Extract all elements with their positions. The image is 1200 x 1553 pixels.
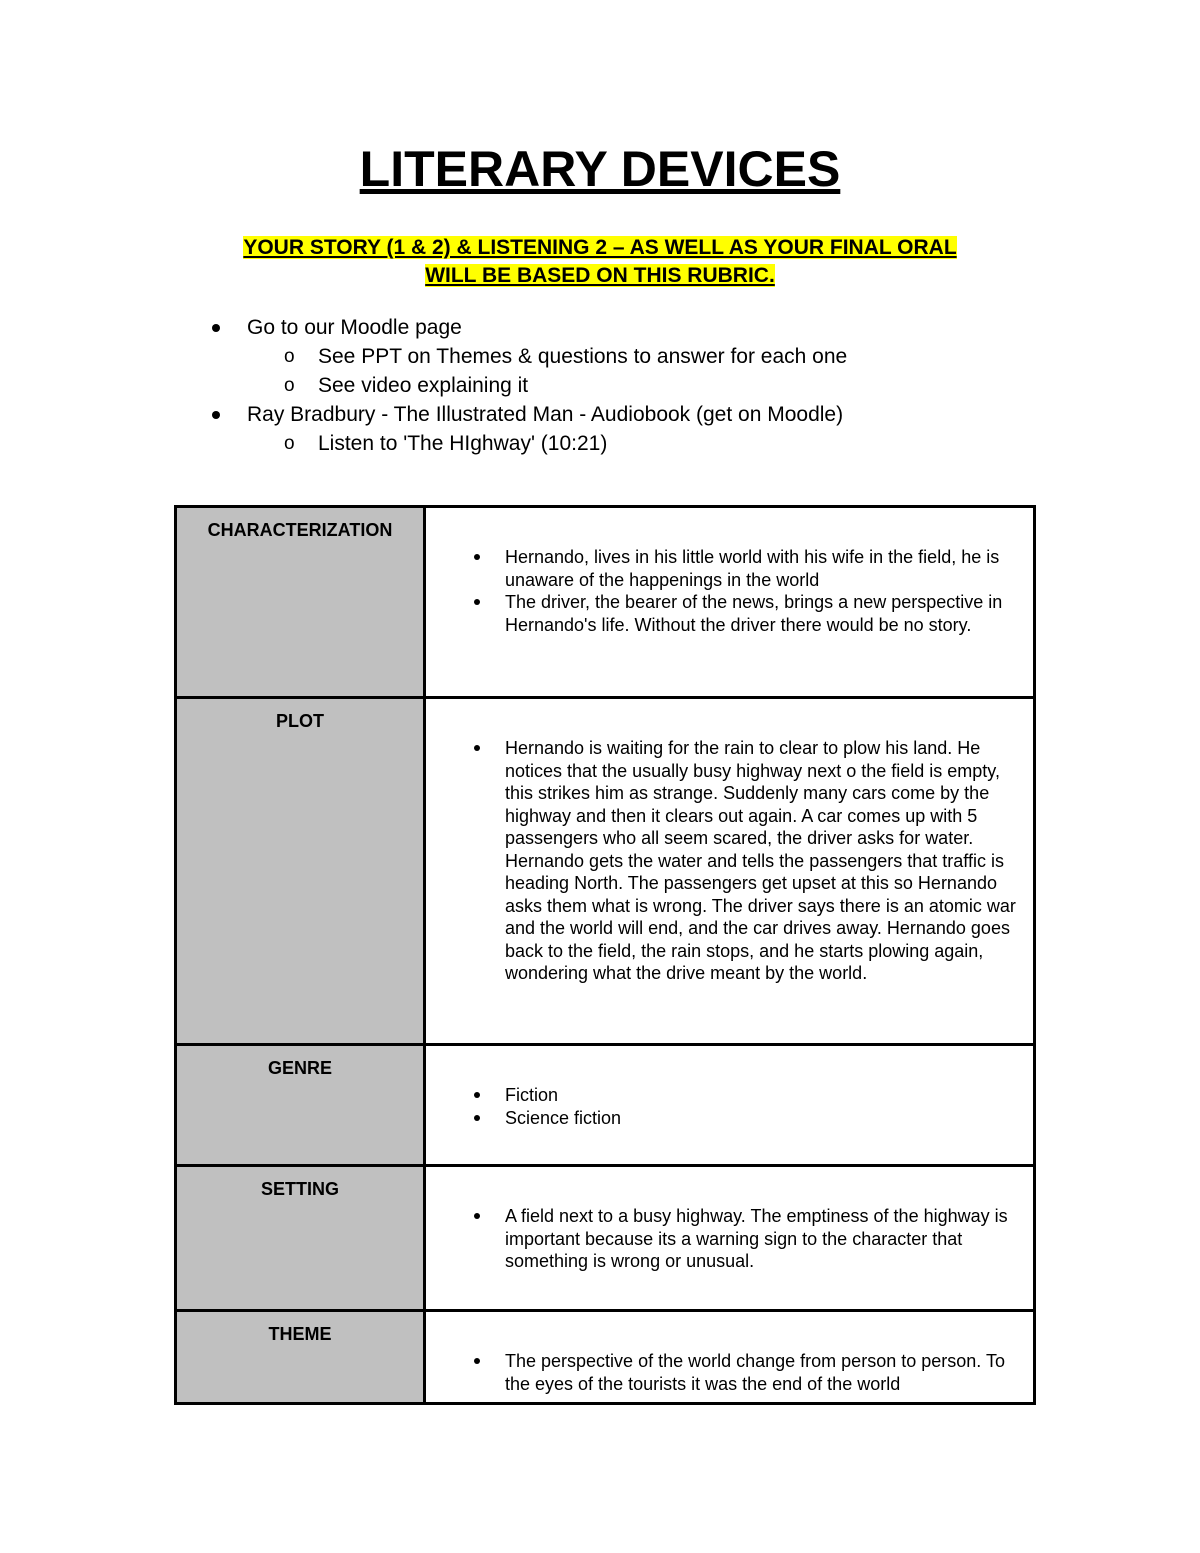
document-title: LITERARY DEVICES <box>359 141 841 197</box>
bullet-icon <box>474 554 480 560</box>
bullet-icon <box>474 1115 480 1121</box>
instruction-list <box>0 313 1200 458</box>
bullet-icon <box>212 324 220 332</box>
list-item: A field next to a busy highway. The emptiness of the highway is important because its a warning sign to the character that something is wrong or unusual. <box>426 1205 1033 1273</box>
sub-list-item: o See PPT on Themes & questions to answer for each one <box>0 342 1200 371</box>
row-label-theme: THEME <box>176 1311 425 1404</box>
bullet-icon <box>474 599 480 605</box>
rubric-table <box>174 505 1036 1405</box>
row-label-characterization: CHARACTERIZATION <box>176 507 425 698</box>
table-row <box>176 1045 1035 1166</box>
bullet-icon <box>474 1358 480 1364</box>
row-label-genre: GENRE <box>176 1045 425 1166</box>
table-row <box>176 1166 1035 1311</box>
list-item: Ray Bradbury - The Illustrated Man - Audiobook (get on Moodle) <box>0 400 1200 429</box>
row-content <box>425 507 1035 698</box>
list-item: Fiction <box>426 1084 1033 1107</box>
list-item: Go to our Moodle page <box>0 313 1200 342</box>
table-row <box>176 1311 1035 1404</box>
bullet-icon <box>474 1092 480 1098</box>
list-item: The perspective of the world change from person to person. To the eyes of the tourists it was the end of the world <box>426 1350 1033 1395</box>
bullet-icon <box>212 411 220 419</box>
list-item: Hernando, lives in his little world with his wife in the field, he is unaware of the happenings in the world <box>426 546 1033 591</box>
table-row <box>176 507 1035 698</box>
list-item: The driver, the bearer of the news, brings a new perspective in Hernando's life. Without the driver there would be no story. <box>426 591 1033 636</box>
sub-bullet-icon: o <box>284 346 295 367</box>
list-item: Hernando is waiting for the rain to clear to plow his land. He notices that the usually busy highway next o the field is empty, this strikes him as strange. Suddenly many cars come by the highway and then it clears out again. A car comes up with 5 passengers who all seem scared, the driver asks for water. Hernando gets the water and tells the passengers that traffic is heading North. The passengers get upset at this so Hernando asks them what is wrong. The driver says there is an atomic war and the world will end, and the car drives away. Hernando goes back to the field, the rain stops, and he starts plowing again, wondering what the drive meant by the world. <box>426 737 1033 985</box>
row-content <box>425 1311 1035 1404</box>
sub-list-item: o See video explaining it <box>0 371 1200 400</box>
list-item: Science fiction <box>426 1107 1033 1130</box>
bullet-icon <box>474 1213 480 1219</box>
table-row <box>176 698 1035 1045</box>
bullet-icon <box>474 745 480 751</box>
sub-bullet-icon: o <box>284 433 295 454</box>
notice-line-1: YOUR STORY (1 & 2) & LISTENING 2 – AS WELL AS YOUR FINAL ORAL <box>243 236 957 259</box>
sub-list-item: o Listen to 'The HIghway' (10:21) <box>0 429 1200 458</box>
notice-line-2: WILL BE BASED ON THIS RUBRIC. <box>425 264 775 287</box>
sub-bullet-icon: o <box>284 375 295 396</box>
row-content <box>425 1045 1035 1166</box>
rubric-notice <box>0 234 1200 290</box>
row-content <box>425 698 1035 1045</box>
row-label-plot: PLOT <box>176 698 425 1045</box>
row-content <box>425 1166 1035 1311</box>
row-label-setting: SETTING <box>176 1166 425 1311</box>
